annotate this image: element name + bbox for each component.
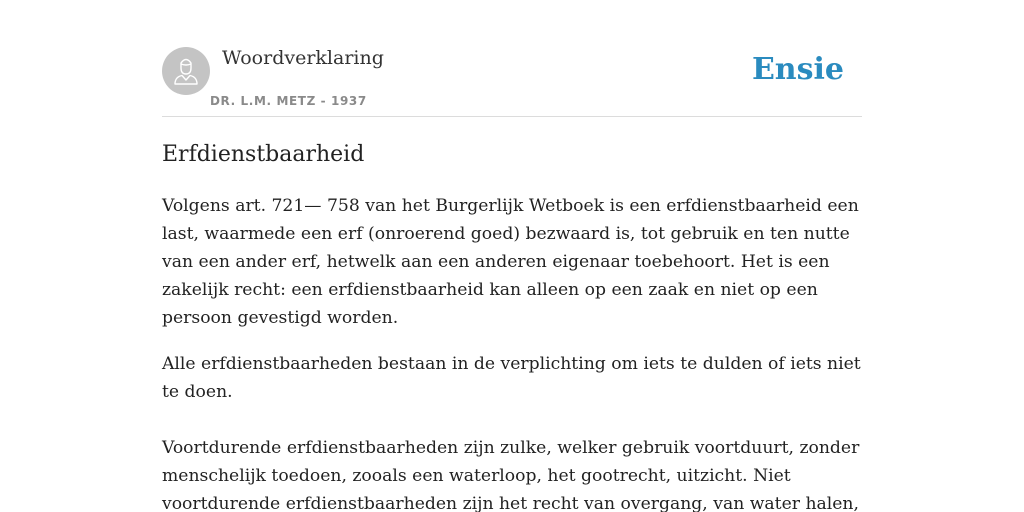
ensie-logo[interactable]: Ensie [751, 52, 844, 87]
article-paragraph: Voortdurende erfdienstbaarheden zijn zulke, welker gebruik voortduurt, zonder menschelijk toedoen, zooals een waterloop, het gootrecht, uitzicht. Niet voortdurende erfdienstbaarheden zijn het recht van overgang, van water halen, [162, 438, 860, 512]
author-avatar-icon[interactable] [162, 47, 210, 95]
category-label[interactable]: Woordverklaring [222, 47, 384, 69]
article-header [162, 46, 862, 117]
publication-year: 1937 [331, 94, 367, 108]
article-body [162, 138, 862, 512]
author-name[interactable]: DR. L.M. METZ [210, 94, 316, 108]
article-paragraph: Volgens art. 721— 758 van het Burgerlijk Wetboek is een erfdienstbaarheid een last, waarmede een erf (onroerend goed) bezwaard is, tot gebruik en ten nutte van een ander erf, hetwelk aan een anderen eigenaar toebehoort. Het is een zakelijk recht: een erfdienstbaarheid kan alleen op een zaak en niet op een persoon gevestigd worden. [162, 196, 859, 328]
author-byline [210, 93, 367, 109]
article-title: Erfdienstbaarheid [162, 142, 365, 167]
article-paragraph: Alle erfdienstbaarheden bestaan in de verplichting om iets te dulden of iets niet te doen. [162, 354, 861, 402]
byline-separator: - [320, 94, 327, 108]
